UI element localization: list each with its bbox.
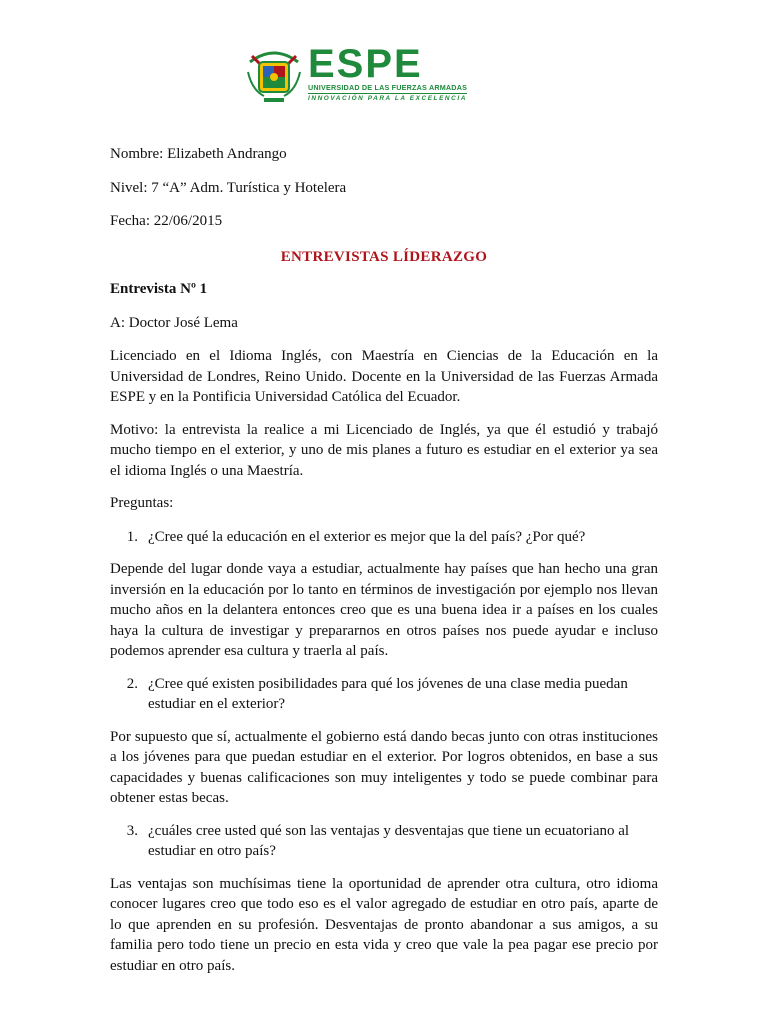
answer-paragraph: Las ventajas son muchísimas tiene la oportunidad de aprender otra cultura, otro idioma conocer lugares creo que todo eso es el valor agregado de estudiar en otro país, aparte de lo que aprenden en su profesión. Desventajas de pronto abandonar a sus amigos, a su familia pero todo tiene un precio en esta vida y creo que vale la pea pagar ese precio por estudiar en otro país. <box>110 875 658 974</box>
question-number: 2. <box>126 675 138 692</box>
question-text: ¿Cree qué existen posibilidades para qué los jóvenes de una clase media puedan estudiar en el exterior? <box>148 675 628 712</box>
espe-logo <box>244 40 476 108</box>
name-line: Nombre: Elizabeth Andrango <box>110 146 287 162</box>
logo-motto: INNOVACIÓN PARA LA EXCELENCIA <box>308 95 467 102</box>
date-line: Fecha: 22/06/2015 <box>110 213 223 229</box>
level-line: Nivel: 7 “A” Adm. Turística y Hotelera <box>110 179 347 196</box>
question-item <box>110 674 658 715</box>
document-title: ENTREVISTAS LÍDERAZGO <box>280 248 488 265</box>
interviewee-line: A: Doctor José Lema <box>110 314 238 331</box>
bio-paragraph: Licenciado en el Idioma Inglés, con Maestría en Ciencias de la Educación en la Universidad de Londres, Reino Unido. Docente en la Universidad de las Fuerzas Armada ESPE y en la Pontificia Universidad Católica del Ecuador. <box>110 348 658 405</box>
question-number: 3. <box>126 822 138 839</box>
interview-heading: Entrevista Nº 1 <box>110 281 208 297</box>
motive-paragraph: Motivo: la entrevista la realice a mi Licenciado de Inglés, ya que él estudió y trabajó mucho tiempo en el exterior, y uno de mis planes a futuro es estudiar en el exterior ya sea el idioma Inglés o una Maestría. <box>110 421 658 479</box>
question-item <box>110 527 658 548</box>
university-seal-icon <box>244 42 304 106</box>
question-item <box>110 821 658 862</box>
answer-paragraph: Depende del lugar donde vaya a estudiar, actualmente hay países que han hecho una gran inversión en la educación por lo tanto en términos de investigación por ejemplo nos llevan mucho años en la delantera entonces creo que es una buena idea ir a países en los cuales haya la cultura de investigar y prepararnos en otros países nos puede ayudar e incluso podemos aprender esa cultura y traerla al país. <box>110 561 658 659</box>
answer-paragraph: Por supuesto que sí, actualmente el gobierno está dando becas junto con otras instituciones a los jóvenes para que puedan estudiar en el exterior. Por logros obtenidos, en base a sus capacidades y buenas calificaciones son muy inteligentes y todo se puede combinar para obtener estas becas. <box>110 728 658 806</box>
logo-wordmark: ESPE <box>308 42 423 86</box>
question-text: ¿cuáles cree usted qué son las ventajas y desventajas que tiene un ecuatoriano al estudiar en otro país? <box>148 822 630 859</box>
logo-subtitle: UNIVERSIDAD DE LAS FUERZAS ARMADAS <box>308 83 468 92</box>
document-body <box>110 144 658 988</box>
question-number: 1. <box>126 528 138 545</box>
question-text: ¿Cree qué la educación en el exterior es mejor que la del país? ¿Por qué? <box>148 528 586 545</box>
questions-label: Preguntas: <box>110 495 174 511</box>
